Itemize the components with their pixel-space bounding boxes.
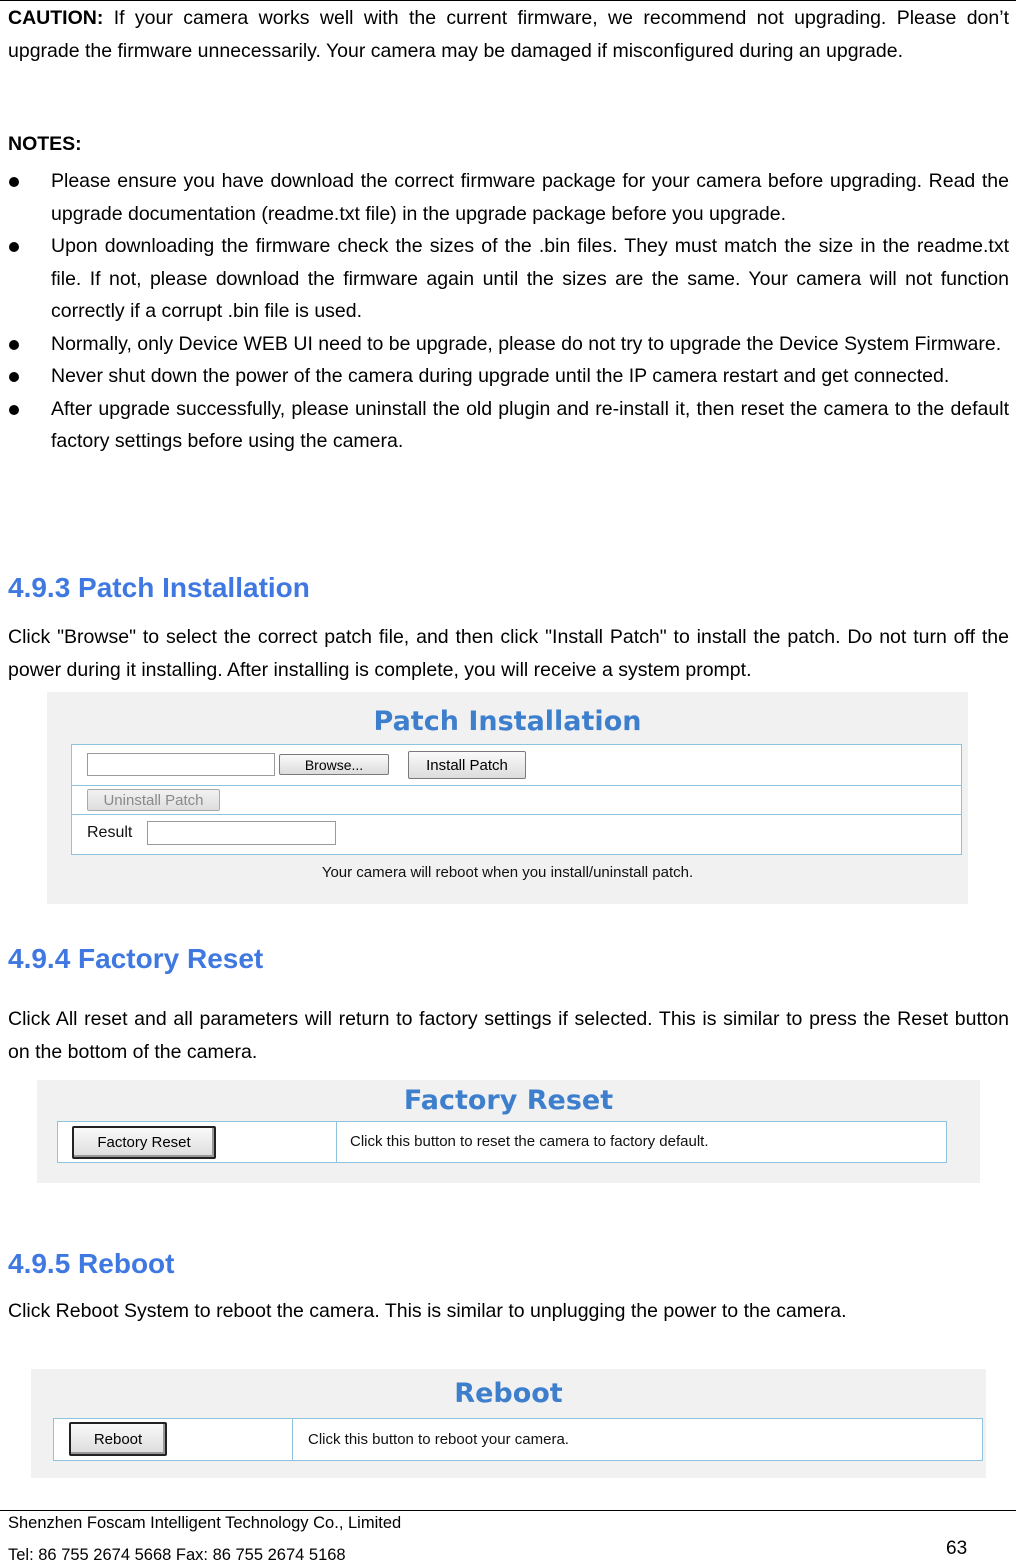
note-item: [0, 230, 1009, 328]
footer-company: Shenzhen Foscam Intelligent Technology Co., Limited: [8, 1514, 402, 1532]
patch-heading: 4.9.3 Patch Installation: [8, 572, 310, 603]
top-rule: [0, 0, 1016, 1]
factory-heading: 4.9.4 Factory Reset: [8, 943, 264, 974]
note-item: [0, 360, 1009, 393]
note-text: Normally, only Device WEB UI need to be upgrade, please do not try to upgrade the Device System Firmware.: [51, 332, 1002, 355]
result-label: Result: [87, 824, 133, 841]
note-item: [0, 328, 1009, 361]
reboot-divider: [292, 1419, 293, 1460]
patch-file-input[interactable]: [87, 753, 275, 776]
caution-label: CAUTION:: [8, 7, 104, 29]
reboot-panel: [31, 1369, 986, 1478]
footer-contact: Tel: 86 755 2674 5668 Fax: 86 755 2674 5168: [8, 1546, 346, 1564]
reboot-body: Click Reboot System to reboot the camera. This is similar to unplugging the power to the camera.: [8, 1300, 847, 1322]
patch-row-uninstall: [72, 786, 961, 815]
patch-table: [71, 744, 962, 855]
bullet-icon: [9, 340, 19, 350]
caution-paragraph: [8, 2, 1009, 67]
factory-description: Click this button to reset the camera to factory default.: [350, 1133, 709, 1150]
factory-divider: [336, 1122, 337, 1162]
note-text: Please ensure you have download the correct firmware package for your camera before upgrading. Read the upgrade documentation (readme.txt file) in the upgrade package before you upgrade.: [51, 170, 1009, 225]
reboot-heading: 4.9.5 Reboot: [8, 1248, 175, 1279]
note-item: [0, 393, 1009, 458]
factory-reset-button[interactable]: Factory Reset: [72, 1126, 216, 1159]
reboot-button[interactable]: Reboot: [69, 1422, 167, 1456]
notes-title: NOTES:: [8, 133, 82, 155]
patch-row-result: [72, 815, 961, 854]
factory-table: [57, 1121, 947, 1163]
reboot-table: [53, 1418, 983, 1461]
factory-panel: [37, 1080, 980, 1183]
browse-button[interactable]: Browse...: [279, 754, 389, 775]
patch-panel-title: Patch Installation: [373, 706, 642, 737]
reboot-description: Click this button to reboot your camera.: [308, 1431, 569, 1448]
factory-body: Click All reset and all parameters will return to factory settings if selected. This is similar to press the Reset button on the bottom of the camera.: [8, 1008, 1009, 1063]
note-text: After upgrade successfully, please uninstall the old plugin and re-install it, then reset the camera to the default factory settings before using the camera.: [51, 397, 1009, 452]
bullet-icon: [9, 242, 19, 252]
result-field[interactable]: [147, 821, 336, 845]
patch-panel: [47, 692, 968, 904]
bullet-icon: [9, 177, 19, 187]
caution-text: If your camera works well with the current firmware, we recommend not upgrading. Please don’t upgrade the firmware unnecessarily. Your camera may be damaged if misconfigured during an upgrade.: [8, 7, 1009, 62]
install-patch-button[interactable]: Install Patch: [408, 751, 526, 779]
notes-list: [0, 165, 1009, 458]
reboot-panel-title: Reboot: [454, 1378, 563, 1409]
uninstall-patch-button[interactable]: Uninstall Patch: [87, 789, 220, 811]
footer-rule: [0, 1510, 1016, 1511]
patch-row-upload: [72, 745, 961, 786]
note-item: [0, 165, 1009, 230]
note-text: Never shut down the power of the camera during upgrade until the IP camera restart and get connected.: [51, 365, 950, 387]
bullet-icon: [9, 405, 19, 415]
patch-reboot-note: Your camera will reboot when you install/uninstall patch.: [321, 864, 694, 881]
page-number: 63: [946, 1538, 968, 1559]
note-text: Upon downloading the firmware check the sizes of the .bin files. They must match the size in the readme.txt file. If not, please download the firmware again until the sizes are the same. Your camera will not function correctly if a corrupt .bin file is used.: [51, 235, 1009, 322]
bullet-icon: [9, 372, 19, 382]
patch-body: Click "Browse" to select the correct patch file, and then click "Install Patch" to install the patch. Do not turn off the power during it installing. After installing is complete, you will receive a system prompt.: [8, 626, 1009, 681]
factory-panel-title: Factory Reset: [403, 1085, 614, 1116]
